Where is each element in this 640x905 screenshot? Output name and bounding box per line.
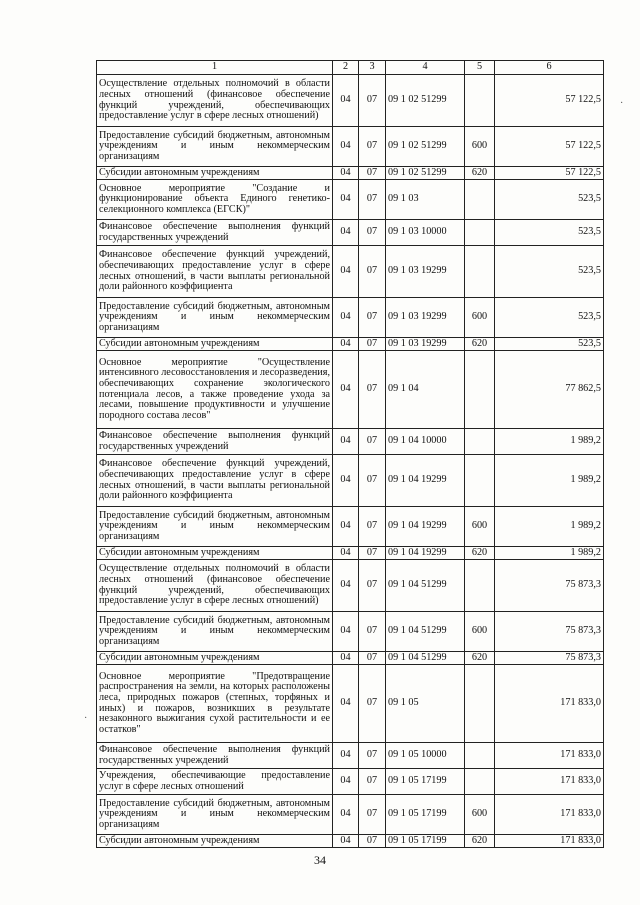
row-target-code: 09 1 04 19299 xyxy=(386,455,465,507)
row-section: 04 xyxy=(333,180,359,220)
row-expense-type: 620 xyxy=(465,835,495,848)
row-name: Финансовое обеспечение функций учреждений, обеспечивающих предоставление услуг в сфере лесных отношений, в части выплаты региональной доли районного коэффициента xyxy=(97,246,333,298)
row-section: 04 xyxy=(333,743,359,769)
row-name: Основное мероприятие "Осуществление интенсивного лесовосстановления и лесоразведения, обеспечивающих сохранение экологического потенциала лесов, а также проведение ухода за лесами, повышение продуктивности и улучшение породного состава лесов" xyxy=(97,351,333,429)
row-amount: 1 989,2 xyxy=(495,507,604,547)
table-row xyxy=(97,298,604,338)
scan-artifact: · xyxy=(620,98,624,109)
row-subsection: 07 xyxy=(359,429,386,455)
row-subsection: 07 xyxy=(359,351,386,429)
row-target-code: 09 1 03 xyxy=(386,180,465,220)
row-amount: 171 833,0 xyxy=(495,743,604,769)
row-expense-type: 600 xyxy=(465,298,495,338)
table-row xyxy=(97,547,604,560)
column-header: 3 xyxy=(359,61,386,75)
row-target-code: 09 1 05 17199 xyxy=(386,769,465,795)
row-name: Предоставление субсидий бюджетным, автономным учреждениям и иным некоммерческим организациям xyxy=(97,298,333,338)
row-target-code: 09 1 02 51299 xyxy=(386,167,465,180)
row-section: 04 xyxy=(333,547,359,560)
row-amount: 1 989,2 xyxy=(495,429,604,455)
row-name: Основное мероприятие "Создание и функционирование объекта Единого генетико-селекционного комплекса (ЕГСК)" xyxy=(97,180,333,220)
row-subsection: 07 xyxy=(359,560,386,612)
row-expense-type: 600 xyxy=(465,507,495,547)
row-amount: 523,5 xyxy=(495,246,604,298)
table-row xyxy=(97,180,604,220)
row-section: 04 xyxy=(333,455,359,507)
column-header: 1 xyxy=(97,61,333,75)
budget-table xyxy=(96,60,604,848)
row-expense-type xyxy=(465,351,495,429)
row-section: 04 xyxy=(333,338,359,351)
table-row xyxy=(97,167,604,180)
row-amount: 75 873,3 xyxy=(495,652,604,665)
row-section: 04 xyxy=(333,127,359,167)
row-subsection: 07 xyxy=(359,298,386,338)
row-section: 04 xyxy=(333,652,359,665)
row-amount: 77 862,5 xyxy=(495,351,604,429)
table-row xyxy=(97,127,604,167)
row-amount: 523,5 xyxy=(495,220,604,246)
row-section: 04 xyxy=(333,75,359,127)
row-amount: 171 833,0 xyxy=(495,835,604,848)
row-amount: 57 122,5 xyxy=(495,127,604,167)
row-name: Субсидии автономным учреждениям xyxy=(97,167,333,180)
table-row xyxy=(97,351,604,429)
row-subsection: 07 xyxy=(359,127,386,167)
row-expense-type xyxy=(465,455,495,507)
row-target-code: 09 1 02 51299 xyxy=(386,75,465,127)
column-header: 4 xyxy=(386,61,465,75)
row-name: Предоставление субсидий бюджетным, автономным учреждениям и иным некоммерческим организациям xyxy=(97,127,333,167)
row-amount: 523,5 xyxy=(495,180,604,220)
row-amount: 171 833,0 xyxy=(495,795,604,835)
column-header: 5 xyxy=(465,61,495,75)
row-name: Финансовое обеспечение выполнения функций государственных учреждений xyxy=(97,220,333,246)
row-subsection: 07 xyxy=(359,612,386,652)
row-subsection: 07 xyxy=(359,665,386,743)
row-expense-type: 600 xyxy=(465,612,495,652)
row-target-code: 09 1 04 xyxy=(386,351,465,429)
row-target-code: 09 1 05 17199 xyxy=(386,835,465,848)
row-name: Субсидии автономным учреждениям xyxy=(97,835,333,848)
row-section: 04 xyxy=(333,351,359,429)
row-expense-type xyxy=(465,220,495,246)
row-section: 04 xyxy=(333,167,359,180)
row-expense-type: 600 xyxy=(465,127,495,167)
table-row xyxy=(97,795,604,835)
table-row xyxy=(97,507,604,547)
row-expense-type xyxy=(465,429,495,455)
table-row xyxy=(97,835,604,848)
page-number: 34 xyxy=(314,853,326,867)
row-section: 04 xyxy=(333,220,359,246)
row-expense-type xyxy=(465,180,495,220)
row-target-code: 09 1 04 51299 xyxy=(386,612,465,652)
row-expense-type xyxy=(465,743,495,769)
row-expense-type xyxy=(465,769,495,795)
row-target-code: 09 1 04 19299 xyxy=(386,507,465,547)
row-expense-type: 620 xyxy=(465,652,495,665)
row-subsection: 07 xyxy=(359,75,386,127)
row-section: 04 xyxy=(333,835,359,848)
row-name: Финансовое обеспечение выполнения функций государственных учреждений xyxy=(97,743,333,769)
table-header-row xyxy=(97,61,604,75)
row-expense-type xyxy=(465,75,495,127)
row-target-code: 09 1 04 19299 xyxy=(386,547,465,560)
column-header: 2 xyxy=(333,61,359,75)
row-subsection: 07 xyxy=(359,180,386,220)
row-expense-type xyxy=(465,560,495,612)
row-target-code: 09 1 04 10000 xyxy=(386,429,465,455)
row-target-code: 09 1 05 xyxy=(386,665,465,743)
row-subsection: 07 xyxy=(359,835,386,848)
row-target-code: 09 1 02 51299 xyxy=(386,127,465,167)
scan-artifact: · xyxy=(84,713,88,724)
table-row xyxy=(97,652,604,665)
row-amount: 75 873,3 xyxy=(495,560,604,612)
row-subsection: 07 xyxy=(359,652,386,665)
table-row xyxy=(97,769,604,795)
row-subsection: 07 xyxy=(359,246,386,298)
table-row xyxy=(97,560,604,612)
row-target-code: 09 1 04 51299 xyxy=(386,560,465,612)
column-header: 6 xyxy=(495,61,604,75)
table-row xyxy=(97,429,604,455)
row-section: 04 xyxy=(333,769,359,795)
row-name: Предоставление субсидий бюджетным, автономным учреждениям и иным некоммерческим организациям xyxy=(97,612,333,652)
row-expense-type xyxy=(465,246,495,298)
table-row xyxy=(97,220,604,246)
row-target-code: 09 1 03 10000 xyxy=(386,220,465,246)
row-name: Основное мероприятие "Предотвращение распространения на земли, на которых расположены леса, природных пожаров (степных, торфяных и иных) и пожаров, возникших в результате незаконного выжигания сухой растительности и ее остатков" xyxy=(97,665,333,743)
row-name: Учреждения, обеспечивающие предоставление услуг в сфере лесных отношений xyxy=(97,769,333,795)
row-subsection: 07 xyxy=(359,507,386,547)
row-section: 04 xyxy=(333,612,359,652)
row-name: Финансовое обеспечение функций учреждений, обеспечивающих предоставление услуг в сфере лесных отношений, в части выплаты региональной доли районного коэффициента xyxy=(97,455,333,507)
row-target-code: 09 1 03 19299 xyxy=(386,298,465,338)
row-name: Осуществление отдельных полномочий в области лесных отношений (финансовое обеспечение функций учреждений, обеспечивающих предоставление услуг в сфере лесных отношений) xyxy=(97,75,333,127)
row-expense-type: 600 xyxy=(465,795,495,835)
table-row xyxy=(97,455,604,507)
row-expense-type: 620 xyxy=(465,547,495,560)
row-name: Субсидии автономным учреждениям xyxy=(97,338,333,351)
row-name: Субсидии автономным учреждениям xyxy=(97,652,333,665)
row-name: Предоставление субсидий бюджетным, автономным учреждениям и иным некоммерческим организациям xyxy=(97,507,333,547)
row-expense-type xyxy=(465,665,495,743)
row-subsection: 07 xyxy=(359,795,386,835)
table-row xyxy=(97,246,604,298)
row-amount: 57 122,5 xyxy=(495,167,604,180)
row-subsection: 07 xyxy=(359,220,386,246)
row-target-code: 09 1 03 19299 xyxy=(386,246,465,298)
row-section: 04 xyxy=(333,246,359,298)
row-section: 04 xyxy=(333,298,359,338)
row-target-code: 09 1 04 51299 xyxy=(386,652,465,665)
row-amount: 1 989,2 xyxy=(495,455,604,507)
row-expense-type: 620 xyxy=(465,338,495,351)
table-row xyxy=(97,612,604,652)
row-amount: 523,5 xyxy=(495,338,604,351)
row-expense-type: 620 xyxy=(465,167,495,180)
table-row xyxy=(97,665,604,743)
row-name: Осуществление отдельных полномочий в области лесных отношений (финансовое обеспечение функций учреждений, обеспечивающих предоставление услуг в сфере лесных отношений) xyxy=(97,560,333,612)
row-name: Финансовое обеспечение выполнения функций государственных учреждений xyxy=(97,429,333,455)
row-amount: 57 122,5 xyxy=(495,75,604,127)
row-subsection: 07 xyxy=(359,547,386,560)
table-row xyxy=(97,743,604,769)
row-subsection: 07 xyxy=(359,743,386,769)
row-subsection: 07 xyxy=(359,167,386,180)
row-subsection: 07 xyxy=(359,455,386,507)
row-subsection: 07 xyxy=(359,769,386,795)
row-section: 04 xyxy=(333,560,359,612)
row-section: 04 xyxy=(333,795,359,835)
row-amount: 75 873,3 xyxy=(495,612,604,652)
table-row xyxy=(97,338,604,351)
row-section: 04 xyxy=(333,665,359,743)
row-section: 04 xyxy=(333,507,359,547)
table-row xyxy=(97,75,604,127)
row-target-code: 09 1 05 10000 xyxy=(386,743,465,769)
row-amount: 171 833,0 xyxy=(495,665,604,743)
row-subsection: 07 xyxy=(359,338,386,351)
row-target-code: 09 1 05 17199 xyxy=(386,795,465,835)
row-amount: 1 989,2 xyxy=(495,547,604,560)
row-section: 04 xyxy=(333,429,359,455)
row-amount: 171 833,0 xyxy=(495,769,604,795)
row-name: Субсидии автономным учреждениям xyxy=(97,547,333,560)
row-name: Предоставление субсидий бюджетным, автономным учреждениям и иным некоммерческим организациям xyxy=(97,795,333,835)
row-target-code: 09 1 03 19299 xyxy=(386,338,465,351)
row-amount: 523,5 xyxy=(495,298,604,338)
table-body xyxy=(97,75,604,848)
